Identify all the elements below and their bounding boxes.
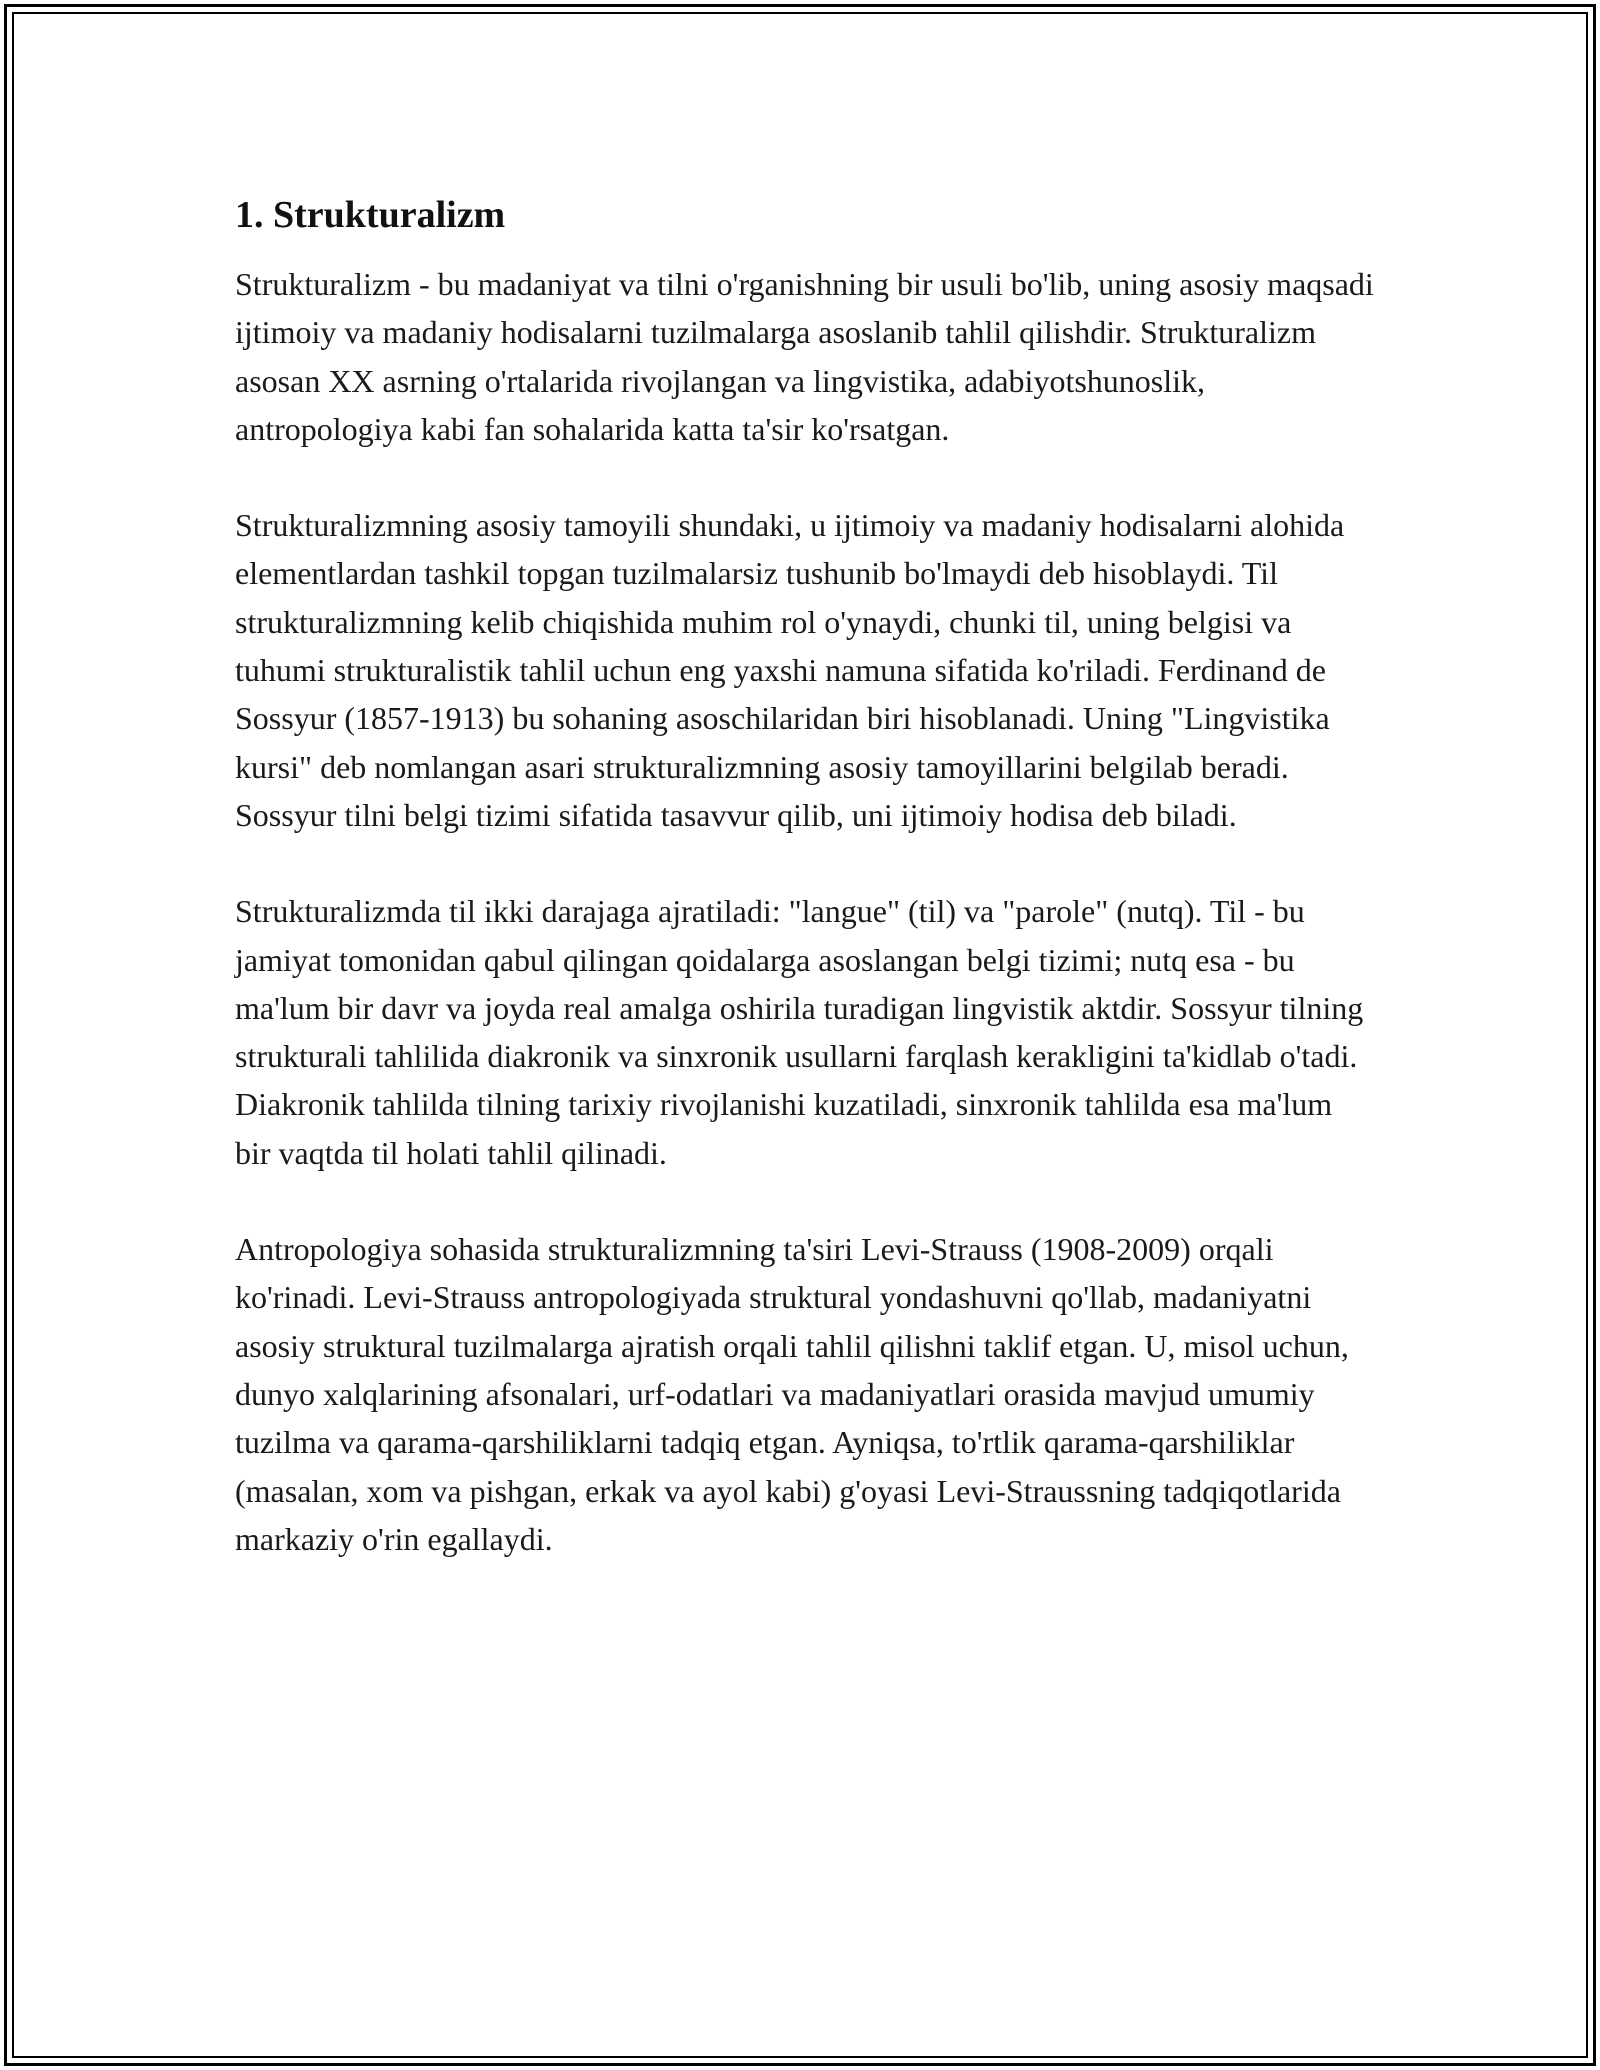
paragraph-3: Strukturalizmda til ikki darajaga ajratiladi: "langue" (til) va "parole" (nutq). Til - bu jamiyat tomonidan qabul qilingan qoidalarga asoslangan belgi tizimi; nutq esa - bu ma'lum bir davr va joyda real amalga oshirila turadigan lingvistik aktdir. Sossyur tilning strukturali tahlilida diakronik va sinxronik usullarni farqlash kerakligini ta'kidlab o'tadi. Diakronik tahlilda tilning tarixiy rivojlanishi kuzatiladi, sinxronik tahlilda esa ma'lum bir vaqtda til holati tahlil qilinadi. (235, 893, 1364, 1171)
paragraph-2: Strukturalizmning asosiy tamoyili shundaki, u ijtimoiy va madaniy hodisalarni alohida elementlardan tashkil topgan tuzilmalarsiz tushunib bo'lmaydi deb hisoblaydi. Til strukturalizmning kelib chiqishida muhim rol o'ynaydi, chunki til, uning belgisi va tuhumi strukturalistik tahlil uchun eng yaxshi namuna sifatida ko'riladi. Ferdinand de Sossyur (1857-1913) bu sohaning asoschilaridan biri hisoblanadi. Uning "Lingvistika kursi" deb nomlangan asari strukturalizmning asosiy tamoyillarini belgilab beradi. Sossyur tilni belgi tizimi sifatida tasavvur qilib, uni ijtimoiy hodisa deb biladi. (235, 507, 1345, 833)
document-title: 1. Strukturalizm (235, 194, 506, 236)
document-body (235, 190, 1375, 1611)
paragraph-4: Antropologiya sohasida strukturalizmning ta'siri Levi-Strauss (1908-2009) orqali ko'rinadi. Levi-Strauss antropologiyada struktural yondashuvni qo'llab, madaniyatni asosiy struktural tuzilmalarga ajratish orqali tahlil qilishni taklif etgan. U, misol uchun, dunyo xalqlarining afsonalari, urf-odatlari va madaniyatlari orasida mavjud umumiy tuzilma va qarama-qarshiliklarni tadqiq etgan. Ayniqsa, to'rtlik qarama-qarshiliklar (masalan, xom va pishgan, erkak va ayol kabi) g'oyasi Levi-Straussning tadqiqotlarida markaziy o'rin egallaydi. (235, 1231, 1349, 1557)
paragraph-1: Strukturalizm - bu madaniyat va tilni o'rganishning bir usuli bo'lib, uning asosiy maqsadi ijtimoiy va madaniy hodisalarni tuzilmalarga asoslanib tahlil qilishdir. Strukturalizm asosan XX asrning o'rtalarida rivojlangan va lingvistika, adabiyotshunoslik, antropologiya kabi fan sohalarida katta ta'sir ko'rsatgan. (235, 266, 1374, 447)
